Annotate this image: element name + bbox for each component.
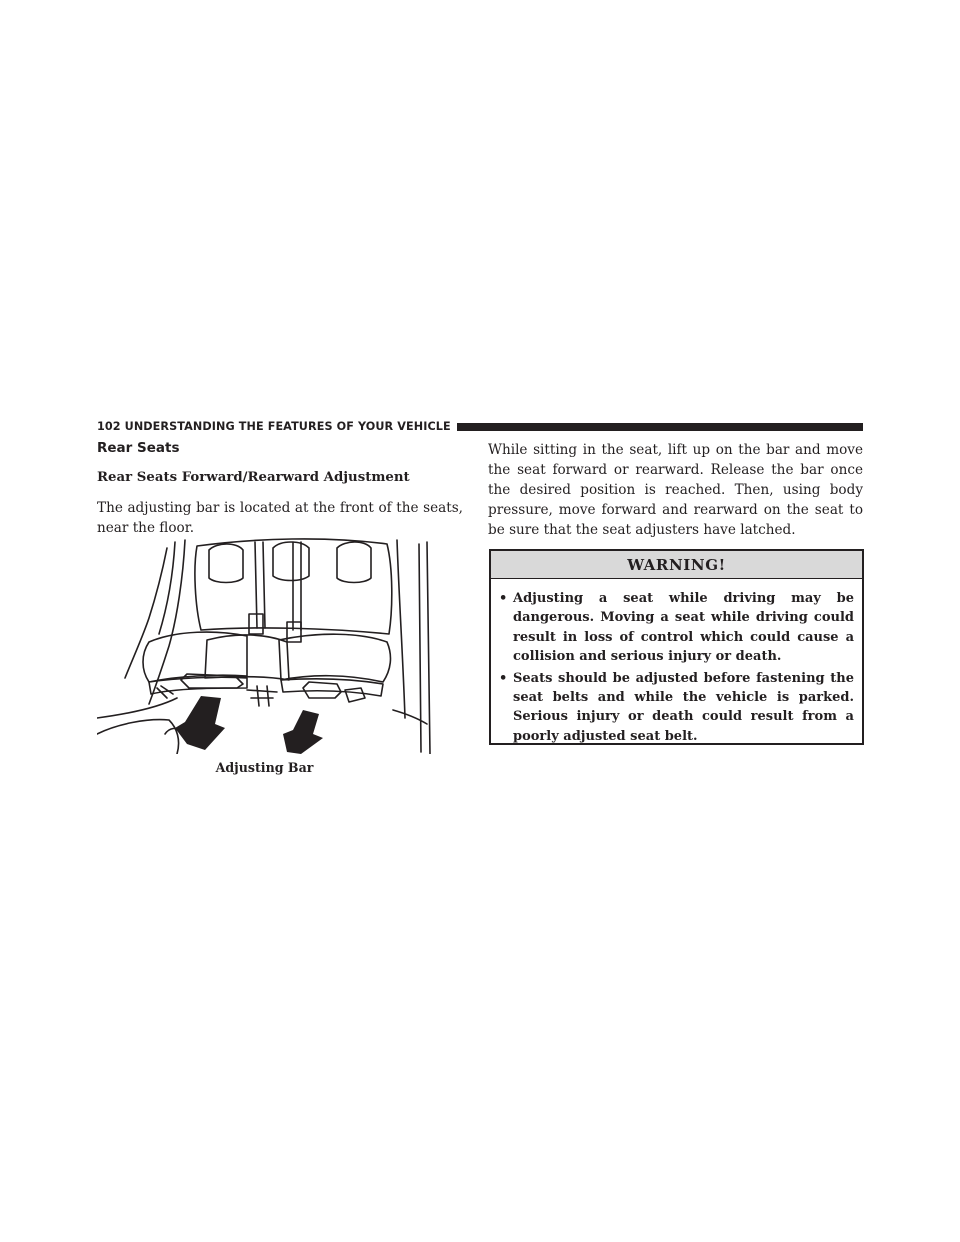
adjusting-bar-figure [97,538,432,754]
warning-box [489,549,864,745]
page-header-text: 102 UNDERSTANDING THE FEATURES OF YOUR VEHICLE [97,420,451,433]
figure-caption: Adjusting Bar [215,760,314,775]
intro-paragraph: The adjusting bar is located at the front of the seats, near the floor. [97,500,463,536]
subsection-heading: Rear Seats Forward/Rearward Adjustment [97,470,410,485]
instructions-paragraph: While sitting in the seat, lift up on the bar and move the seat forward or rearward. Release the bar once the desired position is reached. Then, using body pressure, move forward and rearward on the seat to be sure that the seat adjusters have latched. [488,442,863,538]
warning-item-text: Adjusting a seat while driving may be dangerous. Moving a seat while driving could result in loss of control which could cause a collision and serious injury or death. [513,591,854,665]
warning-title-bar [491,551,862,579]
bullet-icon: • [499,670,508,686]
page-header [97,419,863,435]
warning-title: WARNING! [627,555,726,574]
section-heading: Rear Seats [97,440,180,456]
warning-item-text: Seats should be adjusted before fastening the seat belts and while the vehicle is parked. Serious injury or death could result from a poorly adjusted seat belt. [513,670,854,744]
warning-list [491,579,862,746]
rear-bench-seat-illustration [97,538,432,754]
warning-item [499,669,854,747]
header-rule [457,423,863,431]
bullet-icon: • [499,591,508,606]
warning-item [499,589,854,667]
